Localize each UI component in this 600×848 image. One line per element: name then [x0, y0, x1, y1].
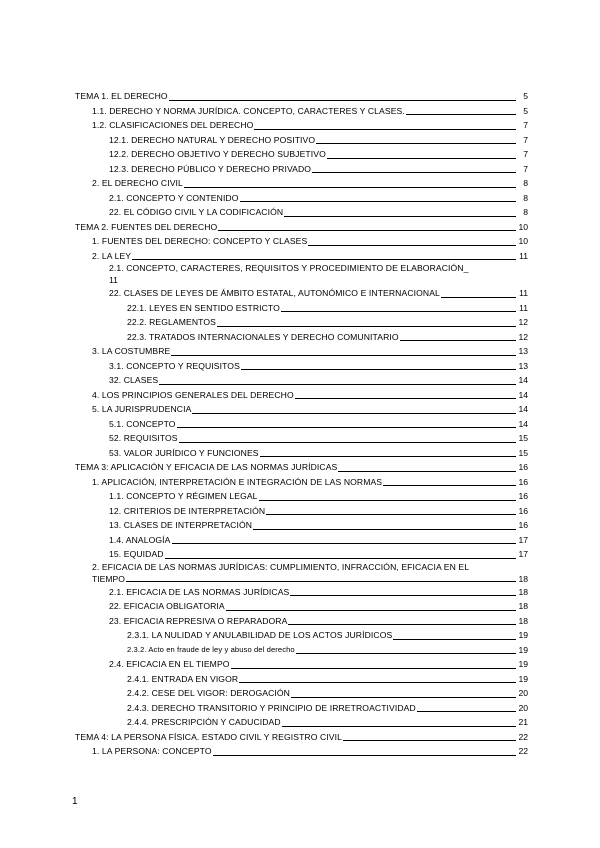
toc-leader-line — [159, 384, 516, 385]
toc-leader-line — [288, 624, 516, 625]
toc-leader-line — [281, 311, 516, 312]
toc-entry[interactable] — [75, 402, 528, 417]
toc-entry-page: 21 — [518, 717, 528, 727]
toc-entry-page: 7 — [523, 134, 528, 145]
toc-entry-page: 17 — [518, 549, 528, 559]
toc-entry-title: 52. REQUISITOS — [109, 433, 178, 443]
toc-leader-line — [266, 514, 516, 515]
toc-entry-page: 14 — [518, 418, 528, 429]
toc-leader-line — [282, 726, 516, 727]
toc-entry-title: 12. CRITERIOS DE INTERPRETACIÓN — [109, 505, 266, 516]
toc-leader-line — [260, 456, 516, 457]
toc-entry[interactable] — [75, 547, 528, 562]
toc-entry[interactable] — [75, 373, 528, 388]
toc-entry[interactable] — [75, 614, 528, 629]
toc-entry-page: 18 — [518, 586, 528, 597]
toc-leader-line — [343, 740, 516, 741]
toc-entry-page: 12 — [518, 331, 528, 342]
toc-entry-title: 1.1. CONCEPTO Y RÉGIMEN LEGAL — [109, 491, 258, 501]
toc-entry[interactable] — [75, 701, 528, 716]
toc-leader-line — [226, 610, 516, 611]
toc-entry[interactable] — [75, 460, 528, 475]
toc-entry-title: 2.3.1. LA NULIDAD Y ANULABILIDAD DE LOS ACTOS JURÍDICOS — [127, 630, 393, 640]
toc-entry-title: 22.1. LEYES EN SENTIDO ESTRICTO — [127, 302, 280, 313]
toc-leader-line — [126, 581, 516, 582]
toc-entry[interactable] — [75, 657, 528, 672]
toc-leader-line — [296, 653, 516, 654]
toc-entry-title-continued: TIEMPO — [92, 573, 125, 584]
toc-leader-line — [312, 172, 516, 173]
toc-entry-page: 14 — [518, 389, 528, 400]
toc-entry[interactable] — [75, 475, 528, 490]
toc-leader-line — [240, 201, 516, 202]
toc-entry[interactable] — [75, 562, 528, 585]
toc-entry[interactable] — [75, 330, 528, 345]
toc-entry-title: 1.1. DERECHO Y NORMA JURÍDICA. CONCEPTO, CARACTERES Y CLASES. — [92, 105, 405, 116]
toc-entry[interactable] — [75, 643, 528, 658]
toc-entry[interactable] — [75, 518, 528, 533]
toc-leader-line — [192, 413, 516, 414]
toc-entry[interactable] — [75, 417, 528, 432]
toc-entry-page: 13 — [518, 346, 528, 356]
toc-entry-page: 13 — [518, 360, 528, 371]
toc-entry-page: 19 — [518, 659, 528, 669]
toc-entry-page: 19 — [518, 630, 528, 640]
toc-entry[interactable] — [75, 162, 528, 177]
toc-entry-page: 8 — [523, 192, 528, 203]
toc-entry[interactable] — [75, 315, 528, 330]
toc-leader-line — [308, 245, 516, 246]
toc-entry-title: 2.4. EFICACIA EN EL TIEMPO — [109, 659, 230, 669]
toc-entry[interactable] — [75, 489, 528, 504]
toc-entry-title: 5. LA JURISPRUDENCIA — [92, 404, 192, 414]
toc-entry[interactable] — [75, 686, 528, 701]
toc-entry-title: 22. EL CÓDIGO CIVIL Y LA CODIFICACIÓN — [109, 207, 284, 217]
toc-entry-title: 1.2. CLASIFICACIONES DEL DERECHO — [92, 120, 254, 130]
toc-entry-page: 10 — [518, 221, 528, 232]
toc-entry-title: 23. EFICACIA REPRESIVA O REPARADORA — [109, 615, 288, 626]
toc-entry-page: 14 — [518, 375, 528, 385]
toc-entry-page: 16 — [518, 505, 528, 516]
toc-entry-title: 22. EFICACIA OBLIGATORIA — [109, 601, 225, 611]
toc-entry-title: 2. EFICACIA DE LAS NORMAS JURÍDICAS: CUMPLIMIENTO, INFRACCIÓN, EFICACIA EN EL — [92, 561, 470, 572]
toc-entry-page: 20 — [518, 702, 528, 713]
toc-entry-page: 14 — [518, 404, 528, 414]
toc-entry-page: 16 — [518, 491, 528, 501]
toc-entry-page: 8 — [523, 207, 528, 217]
toc-entry[interactable] — [75, 286, 528, 301]
toc-entry-page: 22 — [518, 746, 528, 756]
toc-entry[interactable] — [75, 628, 528, 643]
toc-leader-line — [231, 668, 516, 669]
toc-entry-page: 7 — [523, 149, 528, 159]
toc-leader-line — [132, 259, 516, 260]
toc-leader-line — [179, 442, 516, 443]
toc-entry-page: 5 — [523, 91, 528, 101]
toc-entry-page: 5 — [523, 105, 528, 116]
toc-entry-page: 16 — [518, 476, 528, 487]
toc-entry-page: 18 — [518, 601, 528, 611]
toc-entry-page: 17 — [518, 534, 528, 545]
toc-leader-line — [253, 529, 516, 530]
toc-leader-line — [184, 187, 516, 188]
toc-entry[interactable] — [75, 147, 528, 162]
toc-entry-title: 2.4.3. DERECHO TRANSITORIO Y PRINCIPIO DE IRRETROACTIVIDAD — [127, 702, 416, 713]
toc-leader-line — [218, 230, 516, 231]
toc-entry[interactable] — [75, 388, 528, 403]
toc-entry-title: 12.1. DERECHO NATURAL Y DERECHO POSITIVO — [109, 134, 316, 145]
toc-entry-page: 11 — [109, 275, 118, 285]
toc-entry-page: 20 — [518, 688, 528, 698]
toc-entry-title: TEMA 2. FUENTES DEL DERECHO — [75, 221, 218, 232]
toc-entry[interactable] — [75, 301, 528, 316]
toc-leader-line — [217, 326, 516, 327]
toc-entry-page: 11 — [519, 250, 528, 261]
toc-entry-title: 1. LA PERSONA: CONCEPTO — [92, 746, 212, 756]
toc-leader-line — [213, 755, 516, 756]
toc-entry-title: 22. CLASES DE LEYES DE ÁMBITO ESTATAL, AUTONÓMICO E INTERNACIONAL — [109, 288, 440, 298]
toc-entry[interactable] — [75, 730, 528, 745]
toc-entry-page: 16 — [518, 520, 528, 530]
toc-entry-title: 2.1. EFICACIA DE LAS NORMAS JURÍDICAS — [109, 586, 290, 597]
toc-entry[interactable] — [75, 585, 528, 600]
toc-entry[interactable] — [75, 133, 528, 148]
toc-entry[interactable] — [75, 191, 528, 206]
toc-entry[interactable] — [75, 176, 528, 191]
toc-leader-line — [254, 129, 516, 130]
toc-entry-title: 3. LA COSTUMBRE — [92, 346, 171, 356]
toc-leader-line — [290, 595, 516, 596]
toc-entry-title: TEMA 3: APLICACIÓN Y EFICACIA DE LAS NORMAS JURÍDICAS — [75, 462, 338, 472]
toc-entry-title: 32. CLASES — [109, 375, 159, 385]
toc-entry-title: 53. VALOR JURÍDICO Y FUNCIONES — [109, 447, 259, 458]
toc-leader-line — [338, 471, 516, 472]
toc-entry[interactable] — [75, 431, 528, 446]
toc-entry-title: 2. LA LEY — [92, 250, 132, 261]
toc-leader-line — [284, 216, 516, 217]
toc-entry-page: 8 — [523, 178, 528, 188]
toc-leader-line — [172, 543, 517, 544]
toc-entry-page: 16 — [518, 462, 528, 472]
toc-leader-line — [259, 500, 516, 501]
toc-entry[interactable] — [75, 234, 528, 249]
toc-entry-title: 2.4.4. PRESCRIPCIÓN Y CADUCIDAD — [127, 717, 281, 727]
toc-entry[interactable] — [75, 344, 528, 359]
toc-entry[interactable] — [75, 359, 528, 374]
toc-entry[interactable] — [75, 533, 528, 548]
toc-leader-line — [441, 297, 516, 298]
toc-entry-title: 12.3. DERECHO PÚBLICO Y DERECHO PRIVADO — [109, 163, 312, 174]
page-number: 1 — [72, 796, 78, 807]
toc-entry-title: 1.4. ANALOGÍA — [109, 534, 171, 545]
toc-entry[interactable] — [75, 220, 528, 235]
toc-entry-title: 3.1. CONCEPTO Y REQUISITOS — [109, 360, 240, 371]
toc-entry[interactable] — [75, 205, 528, 220]
table-of-contents — [75, 89, 528, 759]
toc-entry[interactable] — [75, 263, 528, 286]
toc-leader-line — [406, 114, 516, 115]
toc-leader-line — [417, 711, 516, 712]
toc-entry-page: 22 — [518, 731, 528, 742]
toc-leader-line — [295, 398, 516, 399]
toc-leader-line — [393, 639, 516, 640]
toc-leader-line — [316, 143, 516, 144]
toc-entry-page: 19 — [518, 673, 528, 684]
toc-leader-line — [169, 100, 516, 101]
toc-entry[interactable] — [75, 599, 528, 614]
toc-entry-page: 15 — [518, 433, 528, 443]
toc-entry-page: 7 — [523, 163, 528, 174]
toc-entry-title: 2.4.2. CESE DEL VIGOR: DEROGACIÓN — [127, 688, 290, 698]
toc-entry-page: 18 — [518, 573, 528, 584]
toc-entry-title: 2.1. CONCEPTO Y CONTENIDO — [109, 192, 239, 203]
toc-entry[interactable] — [75, 744, 528, 759]
toc-leader-line — [171, 355, 516, 356]
toc-leader-line — [241, 369, 516, 370]
toc-entry-title: 1. FUENTES DEL DERECHO: CONCEPTO Y CLASES — [92, 236, 308, 246]
toc-entry-page: 11 — [519, 302, 528, 313]
toc-entry-title: 2. EL DERECHO CIVIL — [92, 178, 183, 188]
toc-entry-page: 12 — [518, 317, 528, 327]
toc-entry-page: 15 — [518, 447, 528, 458]
toc-entry-title: TEMA 1. EL DERECHO — [75, 91, 168, 101]
toc-leader-line — [291, 697, 516, 698]
toc-entry-title: 1. APLICACIÓN, INTERPRETACIÓN E INTEGRACIÓN DE LAS NORMAS — [92, 476, 383, 487]
toc-leader-line — [239, 682, 516, 683]
toc-leader-line — [383, 485, 516, 486]
toc-entry-title: 13. CLASES DE INTERPRETACIÓN — [109, 520, 253, 530]
toc-entry-page: 18 — [518, 615, 528, 626]
toc-entry-page: 7 — [523, 120, 528, 130]
toc-entry-page: 19 — [518, 644, 528, 655]
toc-entry[interactable] — [75, 104, 528, 119]
toc-entry[interactable] — [75, 249, 528, 264]
toc-leader-line — [165, 558, 516, 559]
toc-entry-title: 12.2. DERECHO OBJETIVO Y DERECHO SUBJETIVO — [109, 149, 326, 159]
toc-entry[interactable] — [75, 118, 528, 133]
toc-entry-title: TEMA 4: LA PERSONA FÍSICA. ESTADO CIVIL Y REGISTRO CIVIL — [75, 731, 342, 742]
toc-entry-title: 2.3.2. Acto en fraude de ley y abuso del derecho — [127, 644, 295, 654]
toc-entry-title: 2.4.1. ENTRADA EN VIGOR — [127, 673, 239, 684]
toc-entry[interactable] — [75, 504, 528, 519]
toc-entry[interactable] — [75, 672, 528, 687]
toc-entry-page: 10 — [518, 236, 528, 246]
toc-leader-line — [327, 158, 516, 159]
toc-entry[interactable] — [75, 715, 528, 730]
toc-entry-title: 4. LOS PRINCIPIOS GENERALES DEL DERECHO — [92, 389, 294, 400]
toc-entry[interactable] — [75, 89, 528, 104]
toc-entry-title: 22.3. TRATADOS INTERNACIONALES Y DERECHO COMUNITARIO — [127, 331, 399, 342]
toc-entry-title: 22.2. REGLAMENTOS — [127, 317, 216, 327]
toc-entry-page: 11 — [519, 288, 528, 298]
toc-leader-line — [177, 427, 516, 428]
toc-entry[interactable] — [75, 446, 528, 461]
toc-leader-line — [400, 340, 516, 341]
toc-entry-title: 15. EQUIDAD — [109, 549, 164, 559]
toc-entry-title: 5.1. CONCEPTO — [109, 418, 176, 429]
toc-entry-title: 2.1. CONCEPTO, CARACTERES, REQUISITOS Y PROCEDIMIENTO DE ELABORACIÓN_ — [109, 263, 469, 273]
